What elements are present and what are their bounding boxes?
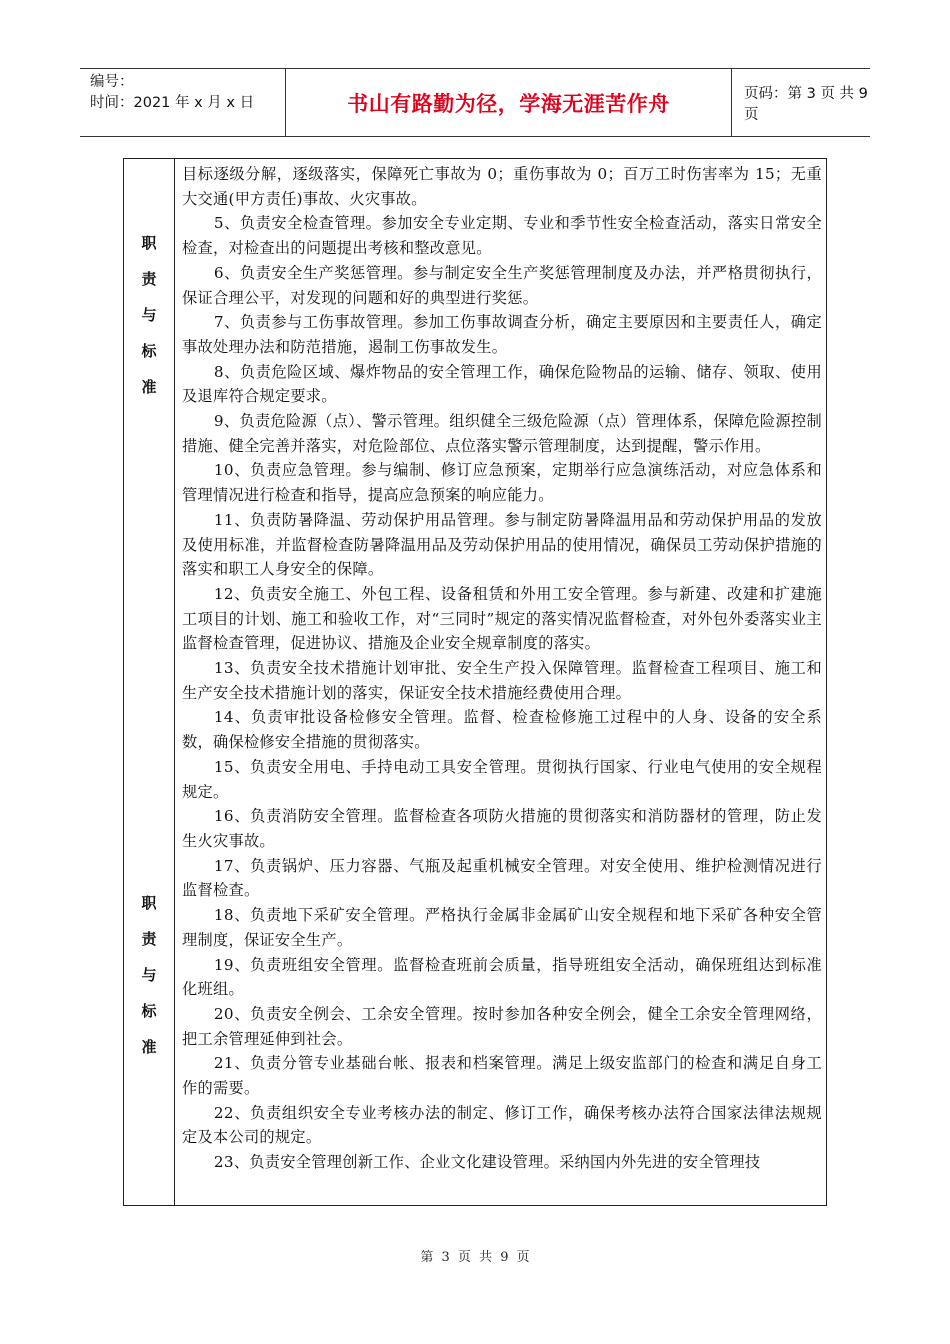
duty-paragraph: 14、负责审批设备检修安全管理。监督、检查检修施工过程中的人身、设备的安全系数，确保检修安全措施的贯彻落实。 bbox=[182, 708, 822, 752]
duty-paragraph: 13、负责安全技术措施计划审批、安全生产投入保障管理。监督检查工程项目、施工和生产安全技术措施计划的落实，保证安全技术措施经费使用合理。 bbox=[182, 659, 822, 702]
duty-paragraph: 9、负责危险源（点）、警示管理。组织健全三级危险源（点）管理体系，保障危险源控制措施、健全完善并落实，对危险部位、点位落实警示管理制度，达到提醒，警示作用。 bbox=[182, 412, 822, 455]
page-footer: 第 3 页 共 9 页 bbox=[420, 1250, 530, 1265]
duty-paragraph: 5、负责安全检查管理。参加安全专业定期、专业和季节性安全检查活动，落实日常安全检查，对检查出的问题提出考核和整改意见。 bbox=[182, 214, 822, 258]
duty-paragraph: 21、负责分管专业基础台帐、报表和档案管理。满足上级安监部门的检查和满足自身工作的需要。 bbox=[182, 1054, 822, 1098]
side-label-char: 责 bbox=[141, 930, 157, 948]
side-label-char: 职 bbox=[141, 894, 157, 912]
duty-paragraph: 10、负责应急管理。参与编制、修订应急预案，定期举行应急演练活动，对应急体系和管理情况进行检查和指导，提高应急预案的响应能力。 bbox=[182, 461, 822, 505]
side-label-char: 与 bbox=[141, 966, 157, 984]
page-header bbox=[80, 68, 870, 137]
side-label-char: 准 bbox=[141, 1038, 157, 1056]
duty-label-column bbox=[124, 159, 175, 1205]
duty-paragraph: 目标逐级分解，逐级落实，保障死亡事故为 0；重伤事故为 0；百万工时伤害率为 15；无重大交通(甲方责任)事故、火灾事故。 bbox=[182, 165, 822, 208]
side-label-char: 准 bbox=[141, 378, 157, 396]
duty-paragraph: 23、负责安全管理创新工作、企业文化建设管理。采纳国内外先进的安全管理技 bbox=[213, 1153, 761, 1172]
duty-paragraph: 19、负责班组安全管理。监督检查班前会质量，指导班组安全活动，确保班组达到标准化班组。 bbox=[182, 955, 822, 999]
duty-paragraph: 11、负责防暑降温、劳动保护用品管理。参与制定防暑降温用品和劳动保护用品的发放及使用标准，并监督检查防暑降温用品及劳动保护用品的使用情况，确保员工劳动保护措施的落实和职工人身安全的保障。 bbox=[182, 510, 822, 579]
duty-paragraph: 17、负责锅炉、压力容器、气瓶及起重机械安全管理。对安全使用、维护检测情况进行监督检查。 bbox=[182, 856, 822, 900]
duty-paragraph: 15、负责安全用电、手持电动工具安全管理。贯彻执行国家、行业电气使用的安全规程规定。 bbox=[182, 757, 822, 801]
duty-content bbox=[182, 162, 822, 1175]
side-label-top bbox=[124, 225, 174, 405]
header-meta bbox=[80, 69, 285, 136]
doc-number-label: 编号： bbox=[90, 74, 134, 90]
side-label-bottom bbox=[124, 885, 174, 1065]
duty-paragraph: 20、负责安全例会、工余安全管理。按时参加各种安全例会，健全工余安全管理网络，把工余管理延伸到社会。 bbox=[182, 1004, 822, 1048]
side-label-char: 职 bbox=[141, 234, 157, 252]
duty-paragraph: 22、负责组织安全专业考核办法的制定、修订工作，确保考核办法符合国家法律法规规定及本公司的规定。 bbox=[182, 1103, 822, 1147]
duty-paragraph: 8、负责危险区域、爆炸物品的安全管理工作，确保危险物品的运输、储存、领取、使用及退库符合规定要求。 bbox=[182, 362, 822, 406]
duty-paragraph: 12、负责安全施工、外包工程、设备租赁和外用工安全管理。参与新建、改建和扩建施工项目的计划、施工和验收工作，对“三同时”规定的落实情况监督检查，对外包外委落实业主监督检查管理，促进协议、措施及企业安全规章制度的落实。 bbox=[182, 584, 822, 653]
doc-date-label: 时间：2021 年 x 月 x 日 bbox=[90, 95, 255, 111]
side-label-char: 责 bbox=[141, 270, 157, 288]
duty-paragraph: 18、负责地下采矿安全管理。严格执行金属非金属矿山安全规程和地下采矿各种安全管理制度，保证安全生产。 bbox=[182, 906, 822, 949]
side-label-char: 标 bbox=[141, 342, 157, 360]
duty-paragraph: 16、负责消防安全管理。监督检查各项防火措施的贯彻落实和消防器材的管理，防止发生火灾事故。 bbox=[182, 807, 822, 850]
duty-table bbox=[123, 158, 827, 1206]
side-label-char: 与 bbox=[141, 306, 157, 324]
duty-paragraph: 7、负责参与工伤事故管理。参加工伤事故调查分析，确定主要原因和主要责任人，确定事故处理办法和防范措施，遏制工伤事故发生。 bbox=[182, 313, 822, 356]
header-page-number: 页码：第 3 页 共 9 页 bbox=[744, 85, 868, 123]
side-label-char: 标 bbox=[141, 1002, 157, 1020]
header-motto: 书山有路勤为径，学海无涯苦作舟 bbox=[347, 91, 670, 116]
duty-paragraph: 6、负责安全生产奖惩管理。参与制定安全生产奖惩管理制度及办法，并严格贯彻执行，保证合理公平，对发现的问题和好的典型进行奖惩。 bbox=[182, 263, 822, 307]
